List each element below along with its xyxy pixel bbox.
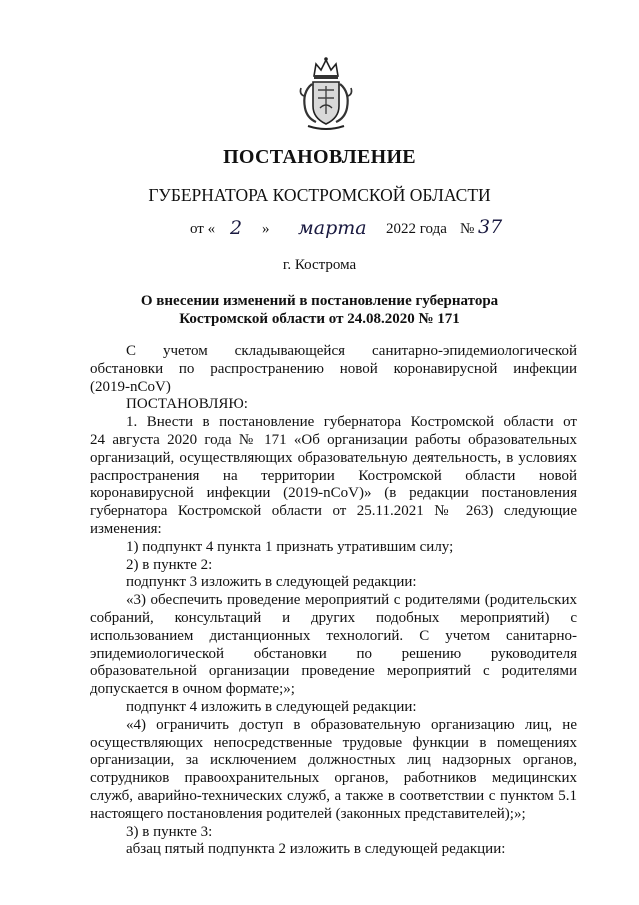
date-year: 2022 года [386, 221, 447, 237]
body-line: абзац пятый подпункта 2 изложить в следующей редакции: [126, 841, 506, 858]
body-line: 1. Внести в постановление губернатора Костромской области от [126, 414, 577, 431]
date-month: марта [298, 217, 367, 239]
date-day: 2 [230, 217, 243, 239]
body-line: служб, аварийно-технических служб, а также в соответствии с пунктом 5.1 [90, 787, 577, 804]
body-line: коронавирусной инфекции (2019-nCoV)» (в редакции постановления [90, 485, 577, 502]
date-prefix: от « [190, 221, 216, 237]
coat-of-arms-icon [296, 56, 356, 134]
body-line: сотрудников правоохранительных органов, работников медицинских [90, 770, 577, 787]
body-line: «4) ограничить доступ в образовательную организацию лиц, не [126, 716, 577, 733]
document-heading [0, 292, 639, 328]
body-line: 24 августа 2020 года № 171 «Об организации работы образовательных [90, 431, 577, 448]
body-line: эпидемиологической обстановки по решению руководителя [90, 645, 577, 662]
date-mid: » [262, 221, 270, 237]
body-line: (2019-nCoV) [90, 378, 171, 395]
body-line: распространения на территории Костромской области новой [90, 467, 577, 484]
body-line: настоящего постановления родителей (законных представителей);»; [90, 805, 526, 822]
body-line: собраний, консультаций и других подобных мероприятий) с [90, 609, 577, 626]
document-number: 37 [478, 216, 503, 238]
body-line: 3) в пункте 3: [126, 823, 213, 840]
body-line: 1) подпункт 4 пункта 1 признать утратившим силу; [126, 538, 454, 555]
document-title: ПОСТАНОВЛЕНИЕ [223, 146, 416, 168]
body-line: 2) в пункте 2: [126, 556, 213, 573]
body-line: «3) обеспечить проведение мероприятий с родителями (родительских [126, 592, 577, 609]
body-line: обстановки по распространению новой коронавирусной инфекции [90, 360, 577, 377]
body-line: подпункт 3 изложить в следующей редакции: [126, 574, 417, 591]
city: г. Кострома [282, 257, 357, 273]
body-line: организаций, осуществляющих образовательную деятельность, в условиях [90, 449, 577, 466]
body-line: образовательной организации проведение мероприятий с родителями [90, 663, 577, 680]
body-line: допускается в очном формате;»; [90, 681, 295, 698]
heading-line: Костромской области от 24.08.2020 № 171 [179, 311, 460, 327]
body-line: С учетом складывающейся санитарно-эпидемиологической [126, 343, 577, 359]
body-line: организации, за исключением должностных лиц надзорных органов, [90, 752, 577, 769]
date-line [190, 216, 520, 245]
body-line: осуществляющих непосредственные трудовые функции в помещениях [90, 734, 577, 751]
body-line: губернатора Костромской области от 25.11.2021 № 263) следующие [90, 503, 577, 520]
heading-line: О внесении изменений в постановление губернатора [140, 293, 499, 309]
number-label: № [460, 221, 475, 237]
body-line: подпункт 4 изложить в следующей редакции: [126, 698, 417, 715]
body-line: использованием дистанционных технологий. С учетом санитарно- [90, 627, 577, 644]
body-line: ПОСТАНОВЛЯЮ: [126, 396, 248, 413]
document-body [90, 343, 577, 859]
body-line: изменения: [90, 520, 162, 537]
document-subtitle: ГУБЕРНАТОРА КОСТРОМСКОЙ ОБЛАСТИ [148, 185, 491, 205]
